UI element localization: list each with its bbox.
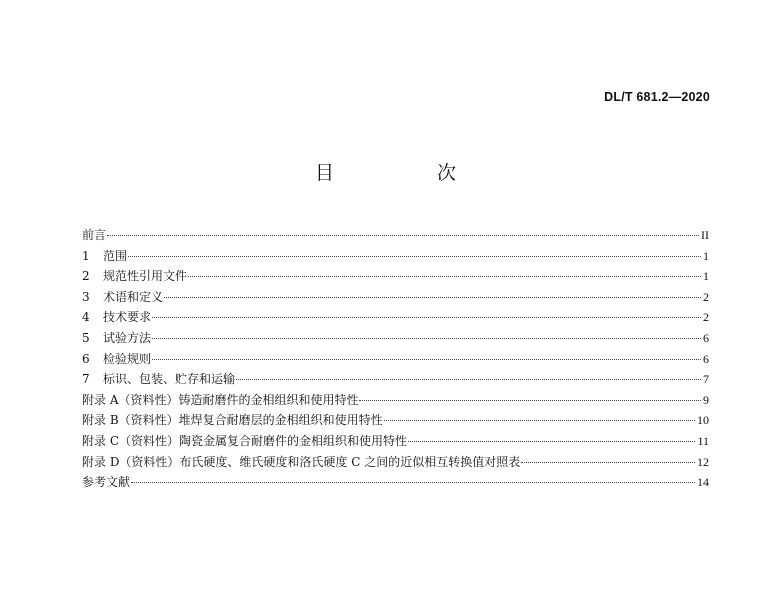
toc-entry-number: 5 xyxy=(82,330,90,345)
toc-entry-page: 14 xyxy=(697,475,709,490)
toc-entry-technical-requirements[interactable] xyxy=(82,307,709,328)
toc-entry-label: 附录 D（资料性）布氏硬度、维氏硬度和洛氏硬度 C 之间的近似相互转换值对照表 xyxy=(82,454,521,469)
toc-entry-preface[interactable] xyxy=(82,225,709,246)
toc-leader-dots xyxy=(521,462,695,463)
toc-entry-label: 技术要求 xyxy=(103,310,152,325)
toc-entry-label: 附录 B（资料性）堆焊复合耐磨层的金相组织和使用特性 xyxy=(82,413,383,428)
toc-entry-marking-packaging[interactable] xyxy=(82,369,709,390)
toc-entry-label: 附录 C（资料性）陶瓷金属复合耐磨件的金相组织和使用特性 xyxy=(82,433,407,448)
toc-entry-label: 标识、包装、贮存和运输 xyxy=(103,372,236,387)
toc-leader-dots xyxy=(131,482,695,483)
toc-entry-label: 范围 xyxy=(103,248,128,263)
toc-entry-appendix-a[interactable] xyxy=(82,390,709,411)
toc-title: 目 次 xyxy=(314,162,498,184)
document-code: DL/T 681.2—2020 xyxy=(604,90,710,104)
toc-leader-dots xyxy=(128,256,701,257)
toc-entry-label: 前言 xyxy=(82,228,107,242)
toc-leader-dots xyxy=(152,359,701,360)
toc-leader-dots xyxy=(152,338,701,339)
toc-entry-number: 4 xyxy=(82,310,90,325)
toc-entry-number: 3 xyxy=(82,289,90,304)
toc-entry-page: 9 xyxy=(703,392,709,407)
toc-entry-page: 12 xyxy=(697,454,709,469)
toc-entry-label: 规范性引用文件 xyxy=(103,269,188,284)
toc-leader-dots xyxy=(408,441,695,442)
toc-leader-dots xyxy=(359,400,701,401)
toc-entry-number: 2 xyxy=(82,269,90,284)
toc-entry-page: 2 xyxy=(703,289,709,304)
toc-entry-appendix-c[interactable] xyxy=(82,431,709,452)
toc-entry-appendix-d[interactable] xyxy=(82,452,709,473)
toc-entry-page: 2 xyxy=(703,310,709,325)
table-of-contents xyxy=(82,225,709,493)
toc-entry-page: II xyxy=(701,228,709,242)
toc-entry-page: 1 xyxy=(703,269,709,284)
toc-leader-dots xyxy=(236,379,701,380)
toc-entry-number: 7 xyxy=(82,372,90,387)
toc-entry-test-methods[interactable] xyxy=(82,328,709,349)
toc-entry-number: 6 xyxy=(82,351,90,366)
toc-entry-number: 1 xyxy=(82,248,90,263)
toc-entry-label: 参考文献 xyxy=(82,475,131,490)
toc-entry-page: 11 xyxy=(697,433,709,448)
toc-leader-dots xyxy=(152,317,701,318)
toc-entry-page: 10 xyxy=(697,413,709,428)
toc-leader-dots xyxy=(384,420,695,421)
toc-entry-normative-references[interactable] xyxy=(82,266,709,287)
toc-entry-bibliography[interactable] xyxy=(82,472,709,493)
toc-entry-label: 术语和定义 xyxy=(103,289,164,304)
toc-leader-dots xyxy=(107,235,699,236)
toc-entry-appendix-b[interactable] xyxy=(82,410,709,431)
toc-leader-dots xyxy=(164,297,701,298)
toc-entry-label: 试验方法 xyxy=(103,330,152,345)
toc-entry-scope[interactable] xyxy=(82,246,709,267)
toc-entry-page: 6 xyxy=(703,351,709,366)
toc-entry-label: 检验规则 xyxy=(103,351,152,366)
toc-entry-page: 6 xyxy=(703,330,709,345)
toc-entry-page: 1 xyxy=(703,248,709,263)
toc-entry-label: 附录 A（资料性）铸造耐磨件的金相组织和使用特性 xyxy=(82,392,359,407)
toc-entry-terms-definitions[interactable] xyxy=(82,287,709,308)
toc-entry-page: 7 xyxy=(703,372,709,387)
toc-leader-dots xyxy=(188,276,701,277)
toc-entry-inspection-rules[interactable] xyxy=(82,349,709,370)
